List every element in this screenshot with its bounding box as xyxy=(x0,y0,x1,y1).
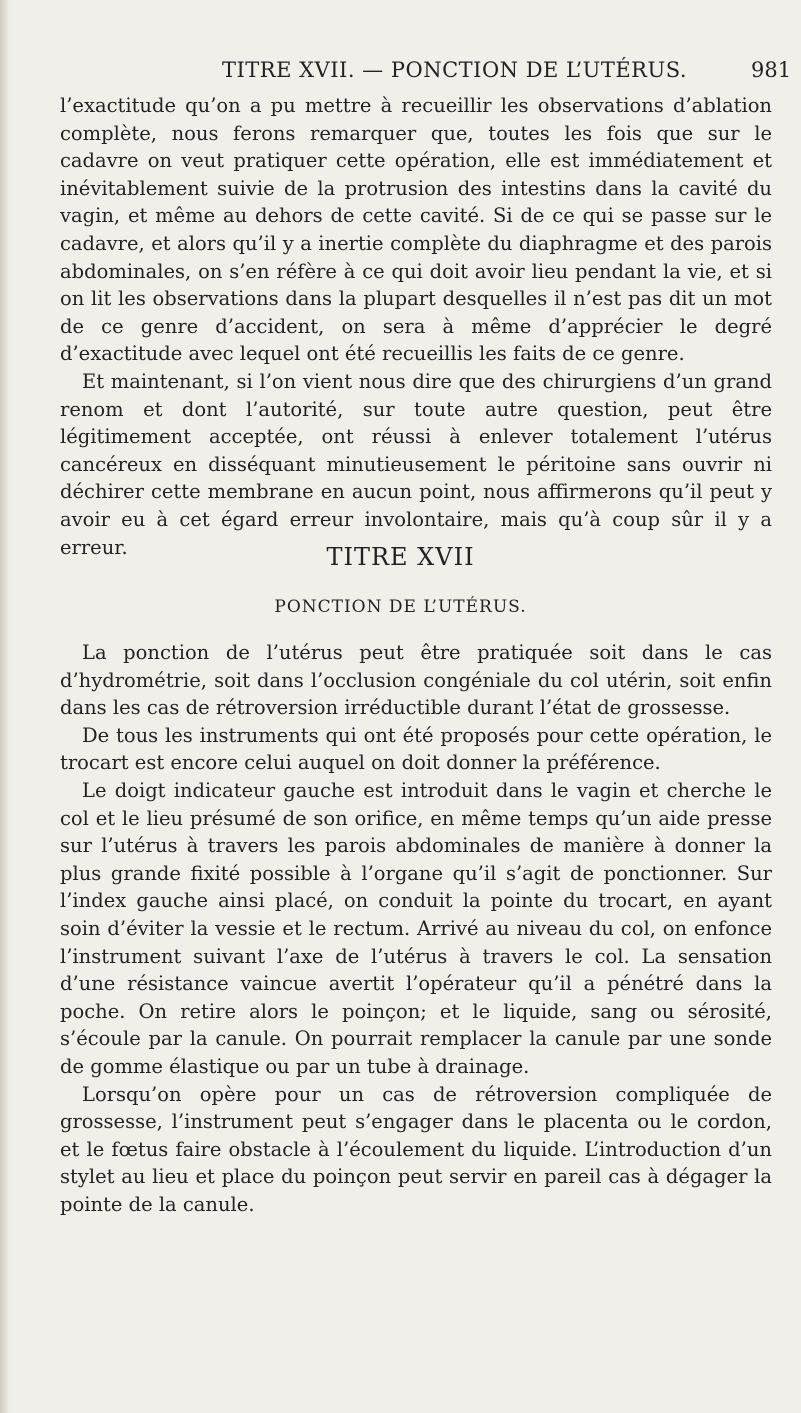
continuation-text xyxy=(60,92,772,561)
paragraph: De tous les instruments qui ont été proposés pour cette opération, le trocart est encore celui auquel on doit donner la préférence. xyxy=(60,723,772,775)
section-subtitle: PONCTION DE L’UTÉRUS. xyxy=(274,597,527,617)
paragraph: La ponction de l’utérus peut être pratiquée soit dans le cas d’hydrométrie, soit dans l’occlusion congéniale du col utérin, soit enfin dans les cas de rétroversion irréductible durant l’état de grossesse. xyxy=(60,641,772,720)
page-number: 981 xyxy=(751,58,792,82)
paragraph: Lorsqu’on opère pour un cas de rétroversion compliquée de grossesse, l’instrument peut s’engager dans le placenta ou le cordon, et le fœtus faire obstacle à l’écoulement du liquide. L’introduction d’un stylet au lieu et place du poinçon peut servir en pareil cas à dégager la pointe de la canule. xyxy=(60,1082,772,1216)
paragraph: l’exactitude qu’on a pu mettre à recueillir les observations d’ablation complète, nous ferons remarquer que, toutes les fois que sur le cadavre on veut pratiquer cette opération, elle est immédiatement et inévitablement suivie de la protrusion des intestins dans la cavité du vagin, et même au dehors de cette cavité. Si de ce qui se passe sur le cadavre, et alors qu’il y a inertie complète du diaphragme et des parois abdominales, on s’en réfère à ce qui doit avoir lieu pendant la vie, et si on lit les observations dans la plupart desquelles il n’est pas dit un mot de ce genre d’accident, on sera à même d’apprécier le degré d’exactitude avec lequel ont été recueillis les faits de ce genre. xyxy=(60,94,772,366)
section-body xyxy=(60,639,772,1218)
running-head xyxy=(0,58,801,88)
paragraph: Le doigt indicateur gauche est introduit dans le vagin et cherche le col et le lieu présumé de son orifice, en même temps qu’un aide presse sur l’utérus à travers les parois abdominales de manière à donner la plus grande fixité possible à l’organe qu’il s’agit de ponctionner. Sur l’index gauche ainsi placé, on conduit la pointe du trocart, en ayant soin d’éviter la vessie et le rectum. Arrivé au niveau du col, on enfonce l’instrument suivant l’axe de l’utérus à travers le col. La sensation d’une résistance vaincue avertit l’opérateur qu’il a pénétré dans la poche. On retire alors le poinçon; et le liquide, sang ou sérosité, s’écoule par la canule. On pourrait remplacer la canule par une sonde de gomme élastique ou par un tube à drainage. xyxy=(60,778,772,1078)
paragraph: Et maintenant, si l’on vient nous dire que des chirurgiens d’un grand renom et dont l’autorité, sur toute autre question, peut être légitimement acceptée, ont réussi à enlever totalement l’utérus cancéreux en disséquant minutieusement le péritoine sans ouvrir ni déchirer cette membrane en aucun point, nous affirmerons qu’il peut y avoir eu à cet égard erreur involontaire, mais qu’à coup sûr il y a erreur. xyxy=(60,369,772,559)
running-head-title: TITRE XVII. — PONCTION DE L’UTÉRUS. xyxy=(222,58,688,82)
page-binding-shadow xyxy=(0,0,10,1413)
section-title: TITRE XVII xyxy=(326,543,475,571)
